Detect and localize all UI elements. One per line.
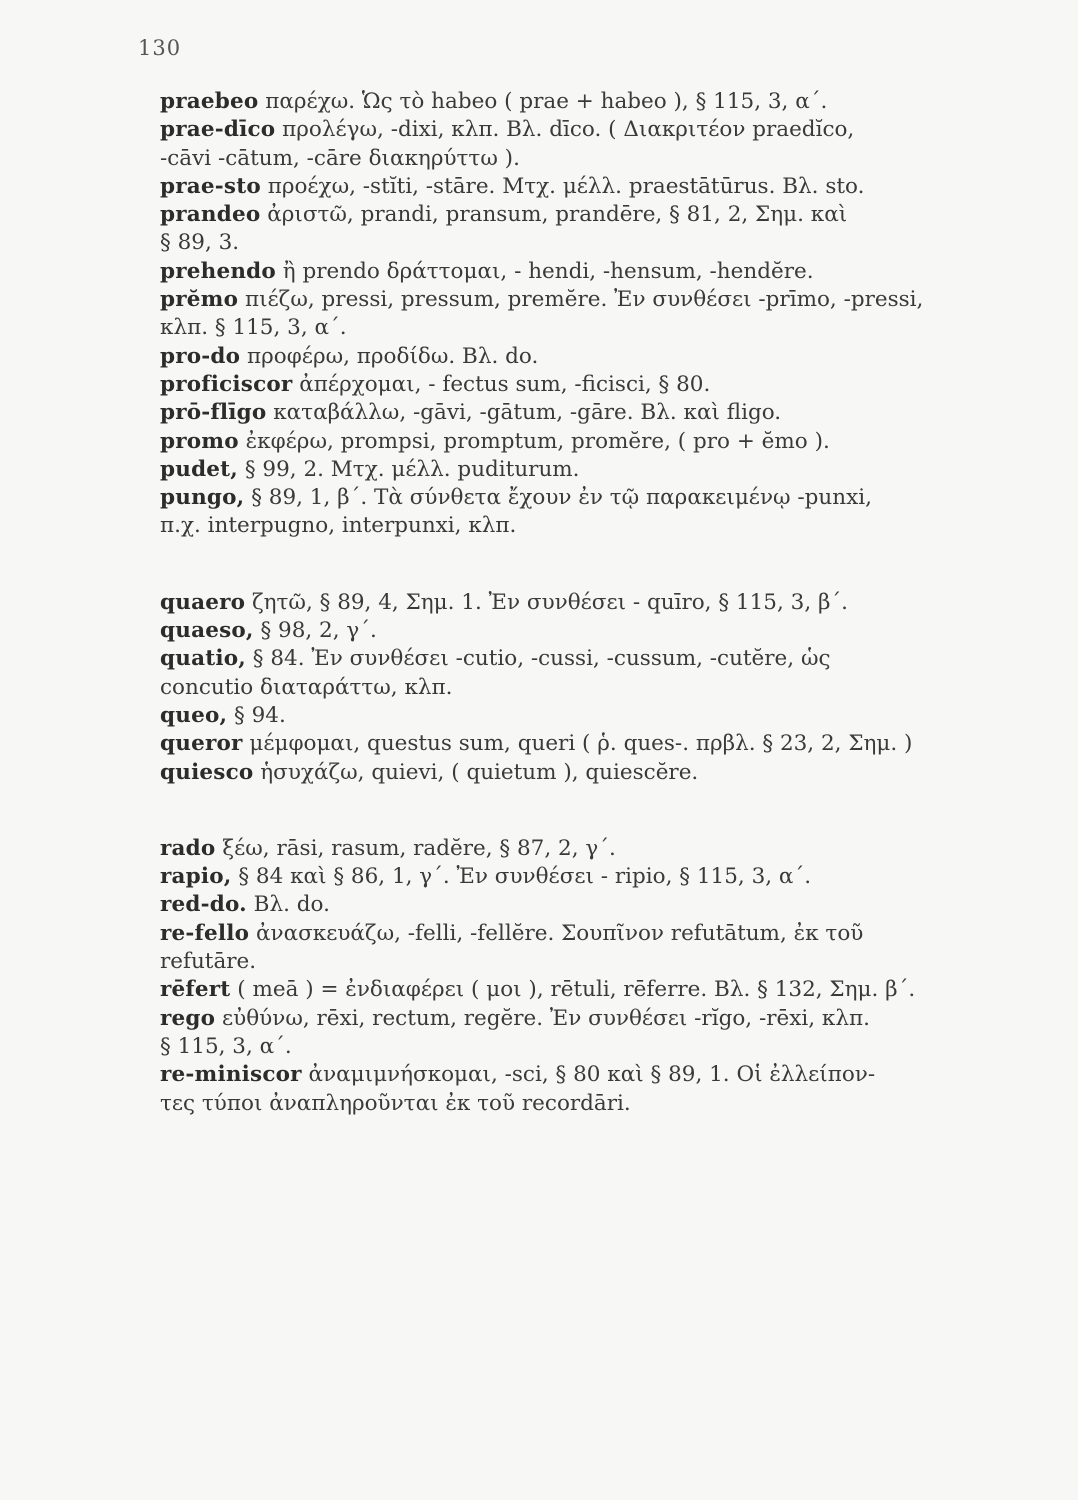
entry-first-line bbox=[160, 371, 1040, 399]
entry-text: προέχω, -stĭti, -stāre. Μτχ. μέλλ. praestātūrus. Βλ. sto. bbox=[260, 173, 865, 199]
entry-text: refutāre. bbox=[160, 949, 257, 975]
entry-text: παρέχω. Ὡς τὸ habeo ( prae + habeo ), § 115, 3, α΄. bbox=[258, 89, 828, 114]
entry-text: -cāvi -cātum, -cāre διακηρύττω ). bbox=[160, 145, 520, 171]
entry-text: § 115, 3, α΄. bbox=[160, 1033, 292, 1059]
dictionary-entry bbox=[160, 835, 1040, 863]
entry-first-line bbox=[160, 863, 1040, 891]
dictionary-entry bbox=[160, 617, 1040, 645]
entry-text: τες τύποι ἀναπληροῦνται ἐκ τοῦ recordāri. bbox=[160, 1090, 631, 1116]
dictionary-entry bbox=[160, 201, 1040, 258]
entry-first-line bbox=[160, 88, 1040, 116]
entry-group bbox=[160, 589, 1040, 787]
dictionary-entry bbox=[160, 645, 1040, 702]
entry-headword: prae-sto bbox=[160, 173, 261, 199]
dictionary-entry bbox=[160, 484, 1040, 541]
entry-first-line bbox=[160, 645, 1040, 673]
entry-group bbox=[160, 835, 1040, 1118]
entry-first-line bbox=[160, 286, 1040, 314]
entry-text: § 98, 2, γ΄. bbox=[253, 618, 377, 644]
entry-text: καταβάλλω, -gāvi, -gātum, -gāre. Βλ. καὶ fligo. bbox=[266, 400, 782, 426]
dictionary-entry bbox=[160, 759, 1040, 787]
entry-text: ἡσυχάζω, quievi, ( quietum ), quiescĕre. bbox=[253, 759, 699, 785]
entry-continuation-line bbox=[160, 229, 1040, 257]
entry-first-line bbox=[160, 835, 1040, 863]
entry-continuation-line bbox=[160, 314, 1040, 342]
entry-text: μέμφομαι, questus sum, queri ( ῥ. ques-. πρβλ. § 23, 2, Σημ. ) bbox=[242, 731, 913, 757]
entry-text: ἢ prendo δράττομαι, - hendi, -hensum, -hendĕre. bbox=[275, 258, 814, 284]
entry-group bbox=[160, 88, 1040, 541]
entry-first-line bbox=[160, 456, 1040, 484]
entry-text: § 89, 3. bbox=[160, 230, 240, 256]
entry-first-line bbox=[160, 484, 1040, 512]
entry-headword: rego bbox=[160, 1005, 216, 1031]
entry-continuation-line bbox=[160, 145, 1040, 173]
entry-text: § 89, 1, β΄. Τὰ σύνθετα ἔχουν ἐν τῷ παρακειμένῳ -punxi, bbox=[244, 485, 872, 511]
dictionary-entry bbox=[160, 399, 1040, 427]
dictionary-entry bbox=[160, 920, 1040, 977]
entry-headword: prō-flīgo bbox=[160, 400, 267, 426]
entry-continuation-line bbox=[160, 1033, 1040, 1061]
entry-text: ζητῶ, § 89, 4, Σημ. 1. Ἐν συνθέσει - quīro, § 115, 3, β΄. bbox=[245, 589, 848, 615]
entry-first-line bbox=[160, 730, 1040, 758]
entry-headword: proficiscor bbox=[160, 371, 293, 397]
entry-text: εὐθύνω, rēxi, rectum, regĕre. Ἐν συνθέσει -rĭgo, -rēxi, κλπ. bbox=[215, 1005, 870, 1031]
entry-first-line bbox=[160, 258, 1040, 286]
dictionary-entry bbox=[160, 428, 1040, 456]
entry-text: § 84. Ἐν συνθέσει -cutio, -cussi, -cussum, -cutĕre, ὡς bbox=[245, 646, 831, 672]
entry-headword: prae-dīco bbox=[160, 117, 276, 143]
dictionary-entry bbox=[160, 863, 1040, 891]
entry-text: πιέζω, pressi, pressum, premĕre. Ἐν συνθέσει -prīmo, -pressi, bbox=[238, 287, 924, 313]
dictionary-entry bbox=[160, 258, 1040, 286]
entry-text: ἀριστῶ, prandi, pransum, prandēre, § 81, 2, Σημ. καὶ bbox=[260, 202, 848, 228]
entry-headword: praebeo bbox=[160, 89, 259, 114]
entry-text: προλέγω, -dixi, κλπ. Βλ. dīco. ( Διακριτέον praedĭco, bbox=[275, 117, 855, 143]
dictionary-entry bbox=[160, 976, 1040, 1004]
entry-first-line bbox=[160, 116, 1040, 144]
entry-text: ξέω, rāsi, rasum, radĕre, § 87, 2, γ΄. bbox=[215, 835, 616, 861]
entry-text: § 84 καὶ § 86, 1, γ΄. Ἐν συνθέσει - ripio, § 115, 3, α΄. bbox=[231, 864, 812, 890]
entry-headword: queo, bbox=[160, 702, 228, 728]
page-number: 130 bbox=[138, 36, 182, 60]
entry-text: π.χ. interpugno, interpunxi, κλπ. bbox=[160, 513, 517, 539]
entry-text: Βλ. do. bbox=[246, 892, 330, 918]
dictionary-entry bbox=[160, 116, 1040, 173]
entry-continuation-line bbox=[160, 674, 1040, 702]
entry-headword: promo bbox=[160, 428, 239, 454]
entry-text: ( meā ) = ἐνδιαφέρει ( μοι ), rētuli, rēferre. Βλ. § 132, Σημ. β΄. bbox=[230, 977, 916, 1003]
dictionary-entry bbox=[160, 371, 1040, 399]
entry-first-line bbox=[160, 428, 1040, 456]
entry-first-line bbox=[160, 173, 1040, 201]
entry-headword: quatio, bbox=[160, 646, 246, 672]
entry-text: ἀνασκευάζω, -felli, -fellĕre. Σουπῖνον refutātum, ἐκ τοῦ bbox=[249, 920, 864, 946]
entry-headword: red-do. bbox=[160, 892, 247, 918]
entry-headword: prandeo bbox=[160, 202, 261, 228]
dictionary-entry bbox=[160, 730, 1040, 758]
entry-continuation-line bbox=[160, 1090, 1040, 1118]
entry-headword: pudet, bbox=[160, 456, 238, 482]
dictionary-entry bbox=[160, 702, 1040, 730]
entry-headword: re-fello bbox=[160, 920, 250, 946]
entry-first-line bbox=[160, 589, 1040, 617]
dictionary-entry bbox=[160, 1061, 1040, 1118]
dictionary-entry bbox=[160, 891, 1040, 919]
entry-text: κλπ. § 115, 3, α΄. bbox=[160, 315, 347, 341]
entry-text: § 99, 2. Μτχ. μέλλ. puditurum. bbox=[238, 456, 580, 482]
entries-content bbox=[160, 88, 1040, 1118]
entry-headword: rado bbox=[160, 835, 216, 861]
entry-first-line bbox=[160, 1061, 1040, 1089]
dictionary-entry bbox=[160, 343, 1040, 371]
dictionary-entry bbox=[160, 286, 1040, 343]
entry-text: ἀναμιμνήσκομαι, -sci, § 80 καὶ § 89, 1. Οἱ ἐλλείπον- bbox=[301, 1062, 876, 1088]
entry-first-line bbox=[160, 920, 1040, 948]
entry-headword: prĕmo bbox=[160, 287, 239, 313]
entry-text: concutio διαταράττω, κλπ. bbox=[160, 674, 453, 700]
dictionary-entry bbox=[160, 589, 1040, 617]
dictionary-entry bbox=[160, 456, 1040, 484]
entry-headword: quaeso, bbox=[160, 618, 254, 644]
entry-first-line bbox=[160, 201, 1040, 229]
entry-continuation-line bbox=[160, 512, 1040, 540]
entry-headword: quaero bbox=[160, 589, 246, 615]
entry-text: προφέρω, προδίδω. Βλ. do. bbox=[240, 343, 539, 369]
entry-headword: rēfert bbox=[160, 977, 231, 1003]
entry-continuation-line bbox=[160, 948, 1040, 976]
dictionary-entry bbox=[160, 173, 1040, 201]
entry-first-line bbox=[160, 1005, 1040, 1033]
entry-headword: prehendo bbox=[160, 258, 276, 284]
dictionary-entry bbox=[160, 1005, 1040, 1062]
entry-first-line bbox=[160, 759, 1040, 787]
entry-first-line bbox=[160, 702, 1040, 730]
entry-headword: rapio, bbox=[160, 864, 232, 890]
entry-headword: queror bbox=[160, 731, 243, 757]
entry-first-line bbox=[160, 976, 1040, 1004]
entry-text: ἀπέρχομαι, - fectus sum, -ficisci, § 80. bbox=[292, 371, 711, 397]
entry-first-line bbox=[160, 399, 1040, 427]
entry-headword: pro-do bbox=[160, 343, 241, 369]
entry-headword: quiesco bbox=[160, 759, 254, 785]
entry-text: § 94. bbox=[227, 702, 286, 728]
entry-first-line bbox=[160, 891, 1040, 919]
entry-headword: pungo, bbox=[160, 485, 245, 511]
entry-text: ἐκφέρω, prompsi, promptum, promĕre, ( pro + ĕmo ). bbox=[238, 428, 830, 454]
entry-first-line bbox=[160, 617, 1040, 645]
dictionary-entry bbox=[160, 88, 1040, 116]
entry-first-line bbox=[160, 343, 1040, 371]
entry-headword: re-miniscor bbox=[160, 1062, 302, 1088]
